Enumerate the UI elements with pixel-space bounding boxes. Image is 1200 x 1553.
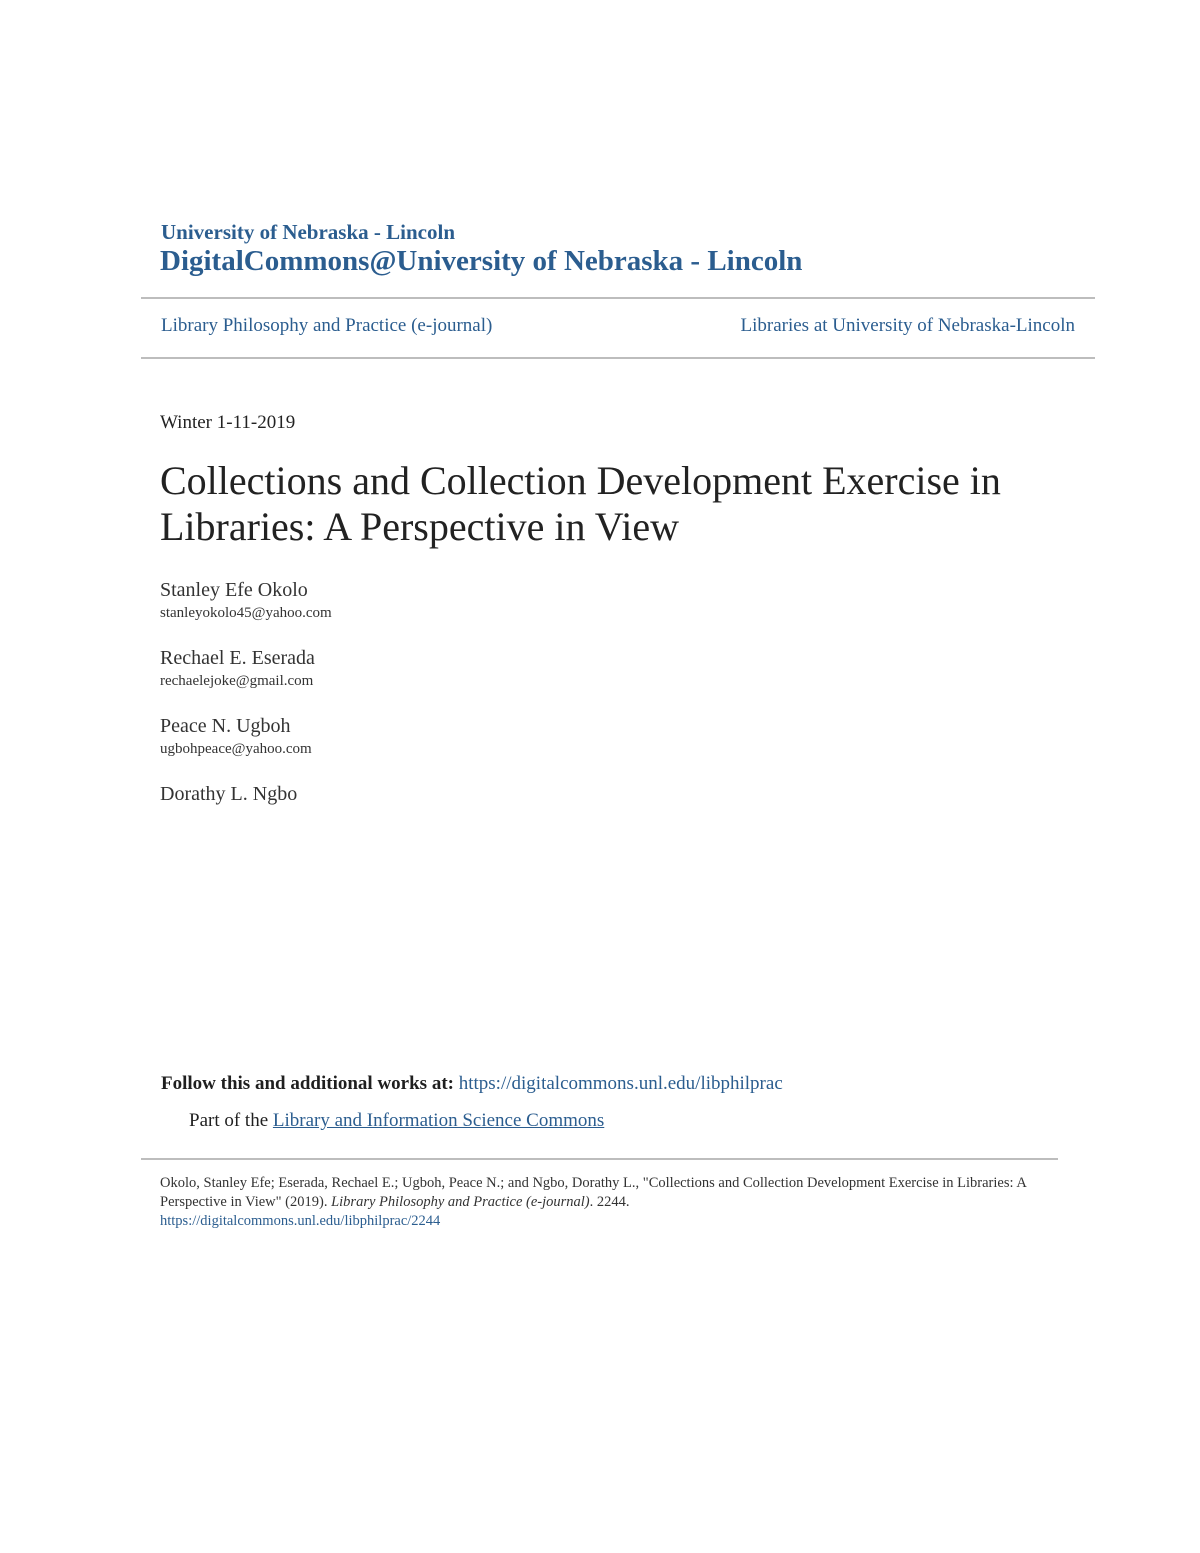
libraries-link[interactable]: Libraries at University of Nebraska-Lincoln bbox=[740, 315, 1075, 336]
divider-bottom bbox=[141, 357, 1095, 359]
follow-url-link[interactable]: https://digitalcommons.unl.edu/libphilprac bbox=[458, 1073, 783, 1094]
publication-date: Winter 1-11-2019 bbox=[160, 412, 296, 433]
author-entry bbox=[160, 645, 332, 691]
author-name: Stanley Efe Okolo bbox=[160, 579, 308, 601]
repository-name[interactable]: DigitalCommons@University of Nebraska - Lincoln bbox=[160, 245, 803, 277]
author-entry bbox=[160, 577, 332, 623]
author-email[interactable]: stanleyokolo45@yahoo.com bbox=[160, 605, 332, 621]
journal-link[interactable]: Library Philosophy and Practice (e-journal) bbox=[161, 315, 493, 336]
follow-line bbox=[161, 1073, 783, 1095]
author-name: Peace N. Ugboh bbox=[160, 715, 291, 737]
author-entry bbox=[160, 713, 332, 759]
citation-divider bbox=[141, 1158, 1058, 1160]
citation-block bbox=[160, 1174, 1040, 1231]
institution-name[interactable]: University of Nebraska - Lincoln bbox=[161, 220, 455, 244]
part-label: Part of the bbox=[189, 1110, 269, 1131]
divider-top bbox=[141, 297, 1095, 299]
citation-text: Okolo, Stanley Efe; Eserada, Rechael E.; Ugboh, Peace N.; and Ngbo, Dorathy L., "Collections and Collection Development Exercise in Libraries: A Perspective in View" (2019). bbox=[160, 1175, 1027, 1210]
citation-url-link[interactable]: https://digitalcommons.unl.edu/libphilprac/2244 bbox=[160, 1213, 441, 1229]
author-list bbox=[160, 577, 332, 829]
citation-journal: Library Philosophy and Practice (e-journal) bbox=[331, 1194, 590, 1210]
follow-label: Follow this and additional works at: bbox=[161, 1073, 454, 1094]
commons-link[interactable]: Library and Information Science Commons bbox=[272, 1110, 605, 1131]
author-entry bbox=[160, 781, 332, 807]
author-name: Dorathy L. Ngbo bbox=[160, 783, 298, 805]
author-email[interactable]: ugbohpeace@yahoo.com bbox=[160, 741, 312, 757]
author-email[interactable]: rechaelejoke@gmail.com bbox=[160, 673, 314, 689]
citation-number: . 2244. bbox=[589, 1194, 630, 1210]
article-title: Collections and Collection Development Exercise in Libraries: A Perspective in View bbox=[160, 458, 1001, 549]
author-name: Rechael E. Eserada bbox=[160, 647, 315, 669]
part-of-line bbox=[189, 1110, 604, 1132]
